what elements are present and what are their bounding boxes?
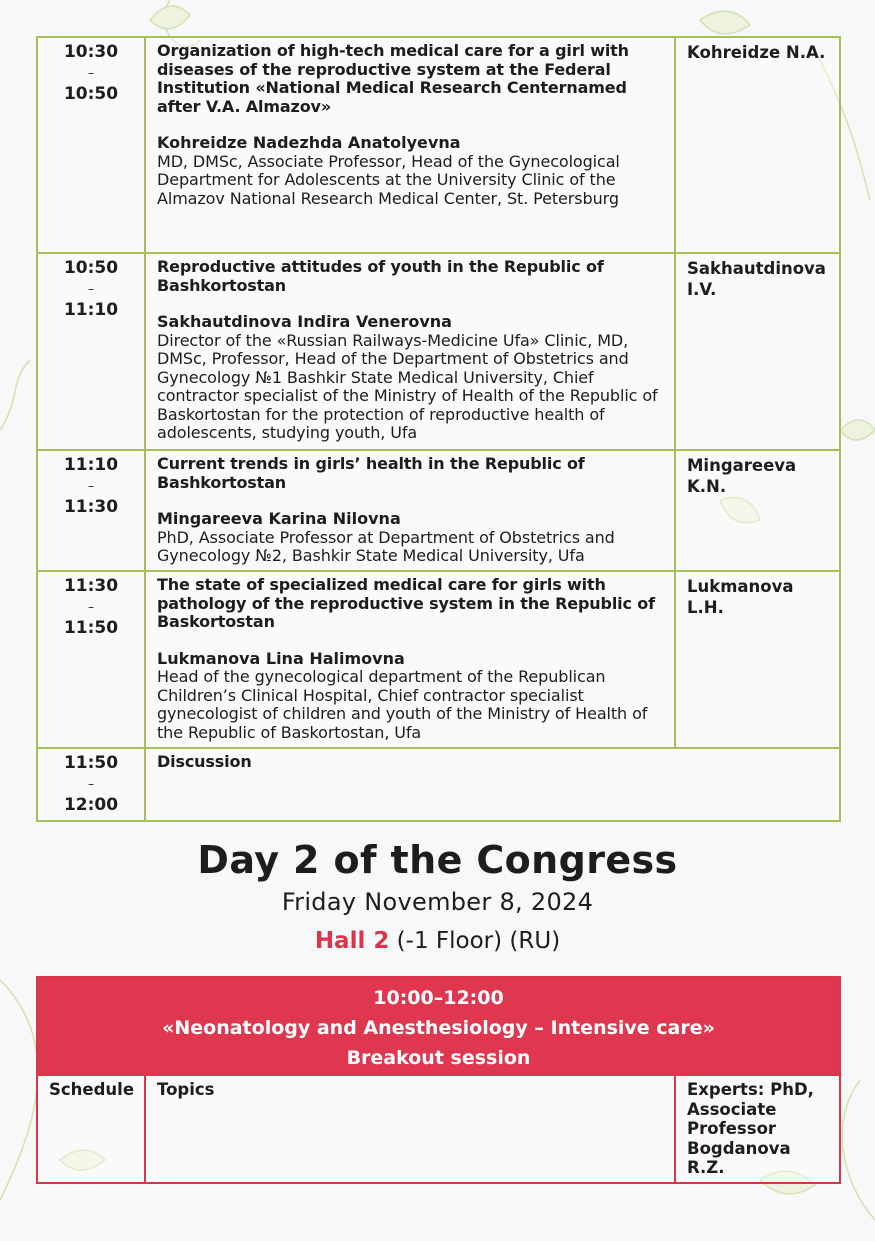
time-start: 10:50 — [63, 258, 119, 278]
time-cell — [37, 253, 145, 450]
session-table — [36, 976, 841, 1184]
time-start: 10:30 — [63, 42, 119, 62]
hall-label — [0, 925, 875, 957]
time-cell — [37, 571, 145, 748]
time-end: 11:30 — [63, 497, 119, 517]
topic-cell — [145, 253, 675, 450]
time-separator: – — [88, 600, 94, 614]
time-end: 11:50 — [63, 618, 119, 638]
day-title: Day 2 of the Congress — [197, 838, 678, 882]
time-separator: – — [88, 777, 94, 791]
table-row — [37, 37, 840, 253]
expert-cell: Kohreidze N.A. — [675, 37, 840, 253]
table-row — [37, 748, 840, 821]
session-columns-row — [37, 1075, 840, 1183]
topic-cell — [145, 450, 675, 571]
session-header-row — [37, 977, 840, 1075]
speaker-name: Lukmanova Lina Halimovna — [157, 648, 405, 668]
topic-title: Current trends in girls’ health in the Republic of Bashkortostan — [157, 454, 585, 492]
expert-cell: Lukmanova L.H. — [675, 571, 840, 748]
program-table — [36, 36, 841, 822]
table-row — [37, 450, 840, 571]
expert-cell: Mingareeva K.N. — [675, 450, 840, 571]
topic-title: Discussion — [157, 752, 252, 771]
table-row — [37, 571, 840, 748]
hall-name: Hall 2 — [314, 928, 390, 954]
time-start: 11:10 — [63, 455, 119, 475]
topic-title: Reproductive attitudes of youth in the Republic of Bashkortostan — [157, 257, 604, 295]
speaker-description: Head of the gynecological department of the Republican Children’s Clinical Hospital, Chief contractor specialist gynecologist of children and youth of the Ministry of Health of the Republic of Baskortostan, Ufa — [157, 667, 648, 742]
expert-cell: Sakhautdinova I.V. — [675, 253, 840, 450]
time-cell — [37, 450, 145, 571]
time-cell — [37, 748, 145, 821]
hall-detail: (-1 Floor) (RU) — [389, 928, 561, 954]
speaker-description: MD, DMSc, Associate Professor, Head of the Gynecological Department for Adolescents at the University Clinic of the Almazov National Research Medical Center, St. Petersburg — [157, 151, 620, 208]
speaker-description: Director of the «Russian Railways-Medicine Ufa» Clinic, MD, DMSc, Professor, Head of the Department of Obstetrics and Gynecology №1 Bashkir State Medical University, Chief contractor specialist of the Ministry of Health of the Republic of Baskortostan for the protection of reproductive health of adolescents, studying youth, Ufa — [157, 330, 658, 442]
time-cell — [37, 37, 145, 253]
speaker-name: Mingareeva Karina Nilovna — [157, 509, 401, 528]
topic-cell — [145, 748, 840, 821]
col-experts-header: Experts: PhD, Associate Professor Bogdanova R.Z. — [675, 1075, 840, 1183]
col-schedule-header: Schedule — [37, 1075, 145, 1183]
speaker-description: PhD, Associate Professor at Department of Obstetrics and Gynecology №2, Bashkir State Medical University, Ufa — [157, 527, 615, 565]
topic-cell — [145, 571, 675, 748]
time-end: 11:10 — [63, 300, 119, 320]
speaker-name: Kohreidze Nadezhda Anatolyevna — [157, 133, 461, 152]
speaker-name: Sakhautdinova Indira Venerovna — [157, 312, 452, 331]
time-end: 12:00 — [63, 795, 119, 815]
table-row — [37, 253, 840, 450]
session-header — [37, 977, 840, 1075]
topic-title: The state of specialized medical care for girls with pathology of the reproductive system in the Republic of Baskortostan — [157, 575, 655, 631]
time-separator: – — [88, 479, 94, 493]
time-separator: – — [88, 66, 94, 80]
time-end: 10:50 — [63, 84, 119, 104]
session-time: 10:00–12:00 — [373, 987, 504, 1009]
time-separator: – — [88, 282, 94, 296]
time-start: 11:50 — [63, 753, 119, 773]
day-date: Friday November 8, 2024 — [281, 888, 594, 916]
topic-title: Organization of high-tech medical care for a girl with diseases of the reproductive system at the Federal Institution «National Medical Research Centernamed after V.A. Almazov» — [157, 41, 629, 116]
col-topics-header: Topics — [145, 1075, 675, 1183]
topic-cell — [145, 37, 675, 253]
session-name: «Neonatology and Anesthesiology – Intensive care» — [162, 1017, 715, 1039]
session-type: Breakout session — [346, 1047, 531, 1069]
time-start: 11:30 — [63, 576, 119, 596]
